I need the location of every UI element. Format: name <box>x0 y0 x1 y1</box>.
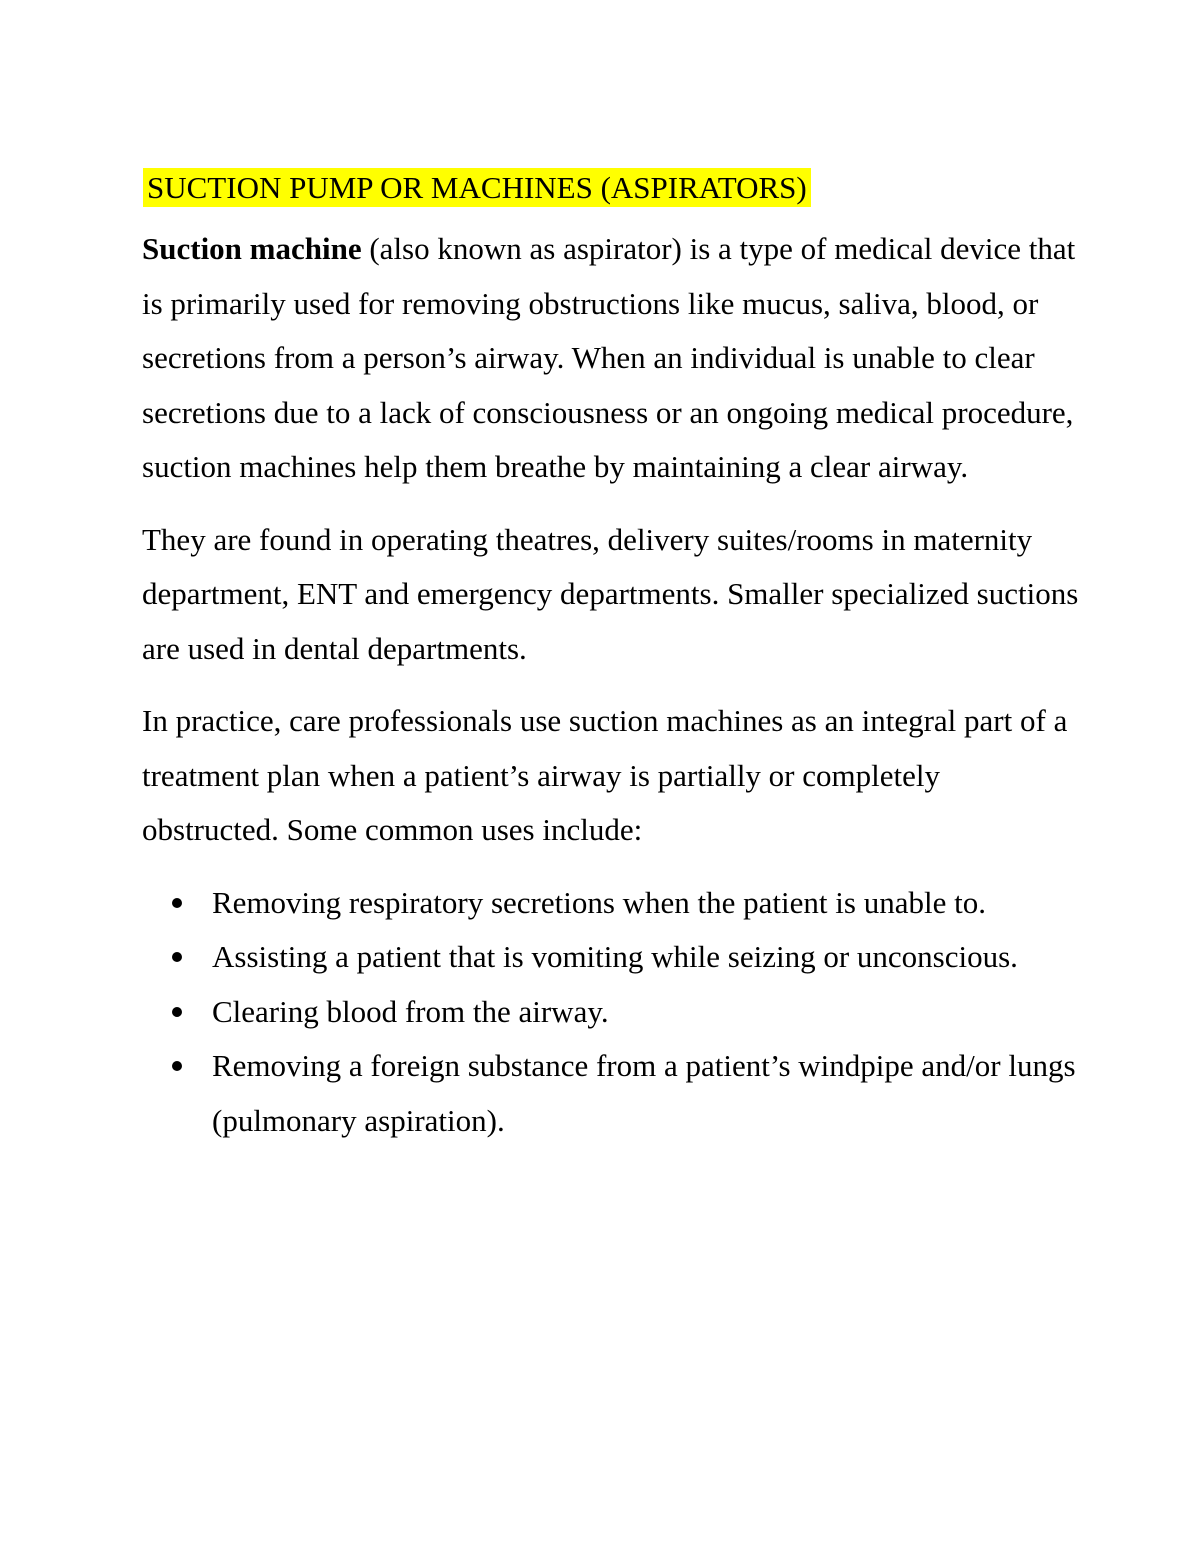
paragraph-definition <box>142 222 1082 495</box>
bullet-dot-icon <box>172 1007 182 1017</box>
list-item-text: Removing a foreign substance from a patient’s windpipe and/or lungs (pulmonary aspiration). <box>212 1048 1076 1138</box>
list-item-text: Clearing blood from the airway. <box>212 993 609 1029</box>
bullet-dot-icon <box>172 1061 182 1071</box>
paragraph-definition-text: (also known as aspirator) is a type of medical device that is primarily used for removing obstructions like mucus, saliva, blood, or secretions from a person’s airway. When an individual is unable to clear secretions due to a lack of consciousness or an ongoing medical procedure, suction machines help them breathe by maintaining a clear airway. <box>142 231 1076 484</box>
list-item <box>142 930 1082 985</box>
document-heading <box>143 168 811 208</box>
uses-bullet-list <box>142 876 1082 1149</box>
bullet-dot-icon <box>172 898 182 908</box>
paragraph-uses: In practice, care professionals use suction machines as an integral part of a treatment plan when a patient’s airway is partially or completely obstructed. Some common uses include: <box>142 703 1068 847</box>
heading-text: SUCTION PUMP OR MACHINES (ASPIRATORS) <box>143 168 811 207</box>
list-item-text: Removing respiratory secretions when the patient is unable to. <box>212 884 986 920</box>
paragraph-lead-term: Suction machine <box>142 231 362 266</box>
list-item <box>142 1039 1082 1148</box>
list-item <box>142 985 1082 1040</box>
document-body <box>142 222 1082 1148</box>
list-item <box>142 876 1082 931</box>
bullet-dot-icon <box>172 952 182 962</box>
paragraph-locations: They are found in operating theatres, delivery suites/rooms in maternity department, ENT and emergency departments. Smaller specialized suctions are used in dental departments. <box>142 521 1079 666</box>
list-item-text: Assisting a patient that is vomiting while seizing or unconscious. <box>212 939 1018 974</box>
